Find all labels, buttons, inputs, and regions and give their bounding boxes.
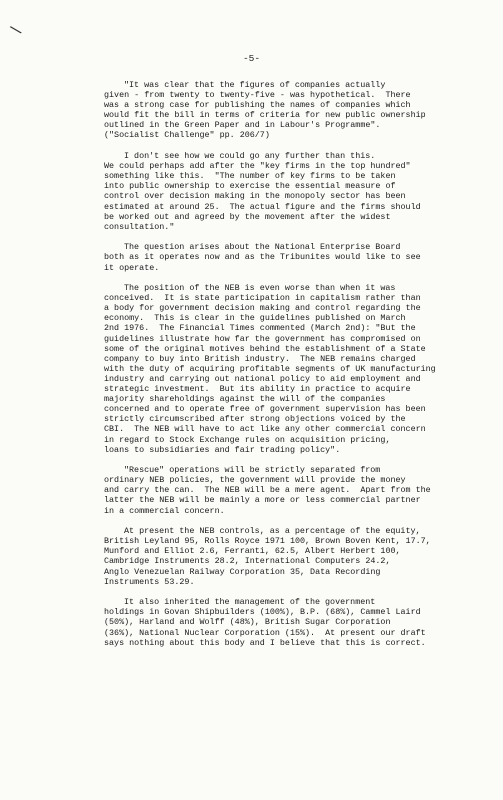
text-line: The question arises about the National Enterprise Board — [124, 242, 401, 253]
text-line: says nothing about this body and I believe that this is correct. — [104, 637, 426, 648]
text-line: strictly circumscribed after strong objections voiced by the — [104, 414, 406, 425]
text-line: loans to subsidiaries and fair trading policy". — [104, 444, 341, 455]
text-line: control over decision making in the monopoly sector has been — [104, 191, 406, 202]
text-line: concerned and to operate free of government supervision has been — [104, 404, 426, 415]
text-line: both as it operates now and as the Tribunites would like to see — [104, 252, 421, 263]
text-line: given - from twenty to twenty-five - was hypothetical. There — [104, 90, 411, 101]
text-line: a body for government decision making and control regarding the — [104, 303, 421, 314]
text-line: "It was clear that the figures of companies actually — [124, 80, 386, 90]
text-line: At present the NEB controls, as a percentage of the equity, — [124, 526, 421, 537]
paragraph-7 — [104, 597, 484, 647]
paragraph-4 — [104, 283, 484, 455]
text-line: latter the NEB will be mainly a more or less commercial partner — [104, 495, 421, 506]
text-line: I don't see how we could go any further than this. — [124, 151, 376, 162]
text-line: would fit the bill in terms of criteria for new public ownership — [104, 110, 426, 121]
page-number: -5- — [242, 53, 261, 64]
text-line: economy. This is clear in the guidelines published on March — [104, 313, 406, 324]
text-line: majority shareholdings against the will of the companies — [104, 394, 386, 405]
text-line: with the duty of acquiring profitable segments of UK manufacturing — [104, 363, 436, 374]
text-line: into public ownership to exercise the essential measure of — [104, 181, 396, 192]
text-line: British Leyland 95, Rolls Royce 1971 100, Brown Boven Kent, 17.7, — [104, 536, 431, 547]
paragraph-2 — [104, 151, 484, 232]
text-line: Munford and Elliot 2.6, Ferranti, 62.5, Albert Herbert 100, — [104, 546, 401, 557]
text-line: The position of the NEB is even worse than when it was — [124, 283, 396, 294]
text-line: CBI. The NEB will have to act like any other commercial concern — [104, 424, 426, 435]
text-line: something like this. "The number of key firms to be taken — [104, 171, 396, 182]
text-line: "Rescue" operations will be strictly separated from — [124, 465, 381, 476]
paragraph-5 — [104, 465, 484, 515]
paragraph-3 — [104, 242, 484, 272]
paragraph-6 — [104, 526, 484, 587]
text-line: (50%), Harland and Wolff (48%), British Sugar Corporation — [104, 617, 391, 628]
text-line: We could perhaps add after the "key firms in the top hundred" — [104, 161, 411, 172]
document-body — [104, 80, 484, 658]
text-line: outlined in the Green Paper and in Labour's Programme". — [104, 120, 381, 131]
text-line: it operate. — [104, 262, 160, 273]
text-line: Instruments 53.29. — [104, 576, 195, 587]
text-line: guidelines illustrate how far the government has compromised on — [104, 333, 421, 344]
text-line: some of the original motives behind the establishment of a State — [104, 343, 426, 354]
text-line: 2nd 1976. The Financial Times commented (March 2nd): "But the — [104, 323, 416, 334]
text-line: industry and carrying out national policy to aid employment and — [104, 373, 421, 384]
text-line: be worked out and agreed by the movement after the widest — [104, 211, 391, 222]
text-line: in a commercial concern. — [104, 505, 225, 516]
text-line: consultation." — [104, 221, 175, 232]
text-line: was a strong case for publishing the names of companies which — [104, 100, 411, 111]
text-line: in regard to Stock Exchange rules on acquisition pricing, — [104, 434, 391, 445]
text-line: (36%), National Nuclear Corporation (15%). At present our draft — [104, 627, 426, 638]
text-line: company to buy into British industry. The NEB remains charged — [104, 353, 416, 364]
text-line: estimated at around 25. The actual figure and the firms should — [104, 201, 421, 212]
text-line: ordinary NEB policies, the government will provide the money — [104, 475, 406, 486]
text-line: It also inherited the management of the government — [124, 597, 376, 608]
text-line: Anglo Venezuelan Railway Corporation 35, Data Recording — [104, 566, 381, 577]
text-line: conceived. It is state participation in capitalism rather than — [104, 293, 421, 304]
text-line: ("Socialist Challenge" pp. 206/7) — [104, 130, 270, 141]
corner-mark: \ — [8, 21, 25, 39]
text-line: Cambridge Instruments 28.2, International Computers 24.2, — [104, 556, 391, 567]
text-line: holdings in Govan Shipbuilders (100%), B.P. (68%), Cammel Laird — [104, 607, 421, 618]
paragraph-1 — [104, 80, 484, 141]
text-line: strategic investment. But its ability in practice to acquire — [104, 384, 411, 395]
text-line: and carry the can. The NEB will be a mere agent. Apart from the — [104, 485, 431, 496]
